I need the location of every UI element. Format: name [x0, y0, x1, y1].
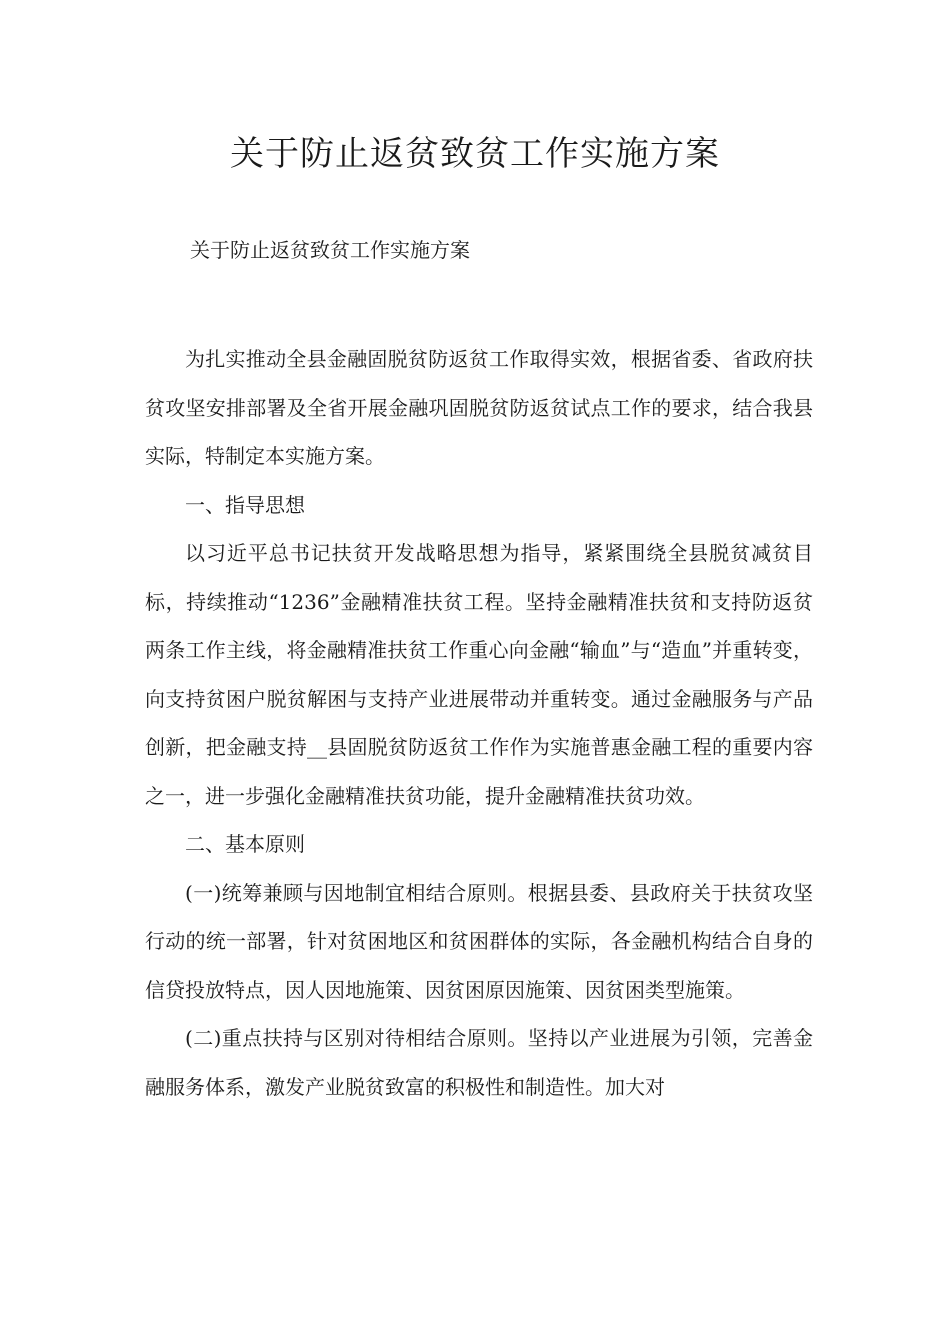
document-title: 关于防止返贫致贫工作实施方案	[230, 134, 720, 174]
section-heading-basic-principles: 二、基本原则	[185, 832, 305, 856]
paragraph-intro: 为扎实推动全县金融固脱贫防返贫工作取得实效，根据省委、省政府扶贫攻坚安排部署及全省开展金融巩固脱贫防返贫试点工作的要求，结合我县实际，特制定本实施方案。	[145, 347, 813, 468]
document-body	[145, 335, 813, 1111]
section-heading-guiding-thought: 一、指导思想	[185, 492, 305, 517]
paragraph-principle-1: (一)统筹兼顾与因地制宜相结合原则。根据县委、县政府关于扶贫攻坚行动的统一部署，针对贫困地区和贫困群体的实际，各金融机构结合自身的信贷投放特点，因人因地施策、因贫困原因施策、因贫困类型施策。	[145, 880, 813, 1002]
paragraph-guiding-thought: 以习近平总书记扶贫开发战略思想为指导，紧紧围绕全县脱贫减贫目标，持续推动“1236”金融精准扶贫工程。坚持金融精准扶贫和支持防返贫两条工作主线，将金融精准扶贫工作重心向金融“输血”与“造血”并重转变，向支持贫困户脱贫解困与支持产业进展带动并重转变。通过金融服务与产品创新，把金融支持__县固脱贫防返贫工作作为实施普惠金融工程的重要内容之一，进一步强化金融精准扶贫功能，提升金融精准扶贫功效。	[145, 541, 813, 808]
document-subtitle: 关于防止返贫致贫工作实施方案	[190, 238, 470, 262]
paragraph-principle-2: (二)重点扶持与区别对待相结合原则。坚持以产业进展为引领，完善金融服务体系，激发产业脱贫致富的积极性和制造性。加大对	[145, 1026, 813, 1099]
